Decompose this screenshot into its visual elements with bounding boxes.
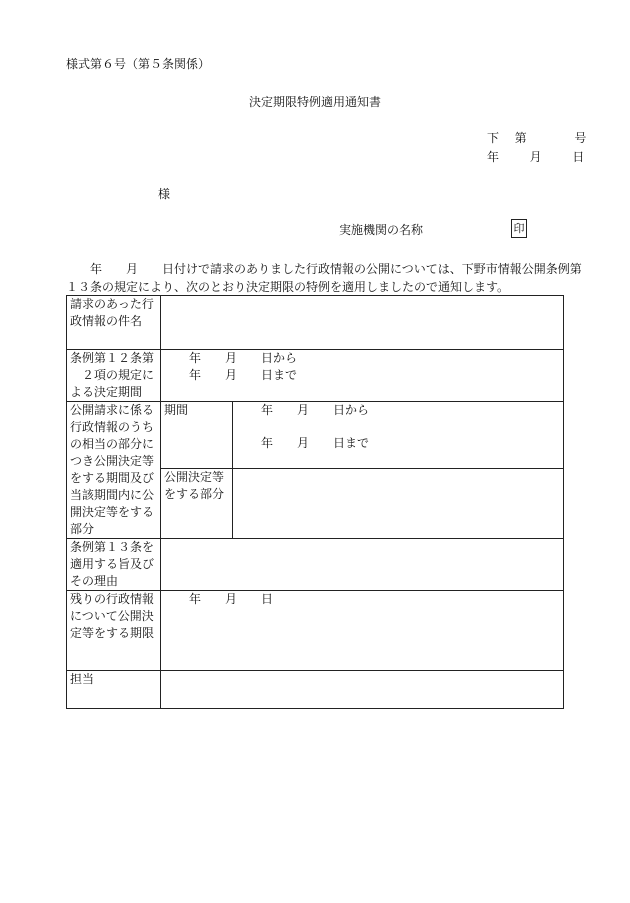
details-table (66, 295, 564, 709)
row-value-subject (161, 296, 564, 350)
table-row (67, 350, 564, 402)
row-label-subject: 請求のあった行 政情報の件名 (67, 296, 161, 350)
partial-period-to: 年 月 日まで (261, 436, 370, 450)
table-row (67, 591, 564, 671)
issue-month: 月 (529, 150, 542, 164)
body-text-line2: １３条の規定により、次のとおり決定期限の特例を適用しましたので通知します。 (66, 280, 510, 294)
issue-date (487, 149, 584, 165)
table-row (67, 671, 564, 709)
period-label: 期間 (161, 402, 233, 469)
decision-period-to: 年 月 日まで (189, 368, 298, 382)
table-row (67, 296, 564, 350)
row-label-remaining-deadline: 残りの行政情報 について公開決 定等をする期限 (67, 591, 161, 671)
partial-period-from: 年 月 日から (261, 403, 370, 417)
document-number (487, 130, 586, 146)
table-row (67, 402, 564, 469)
row-value-decision-period (161, 350, 564, 402)
agency-name-label: 実施機関の名称 (339, 223, 424, 237)
seal-mark: 印 (511, 219, 527, 238)
issue-year: 年 (487, 150, 500, 164)
table-row (67, 539, 564, 591)
document-title: 決定期限特例適用通知書 (248, 95, 381, 109)
issue-day: 日 (572, 150, 585, 164)
body-text-line1: 年 月 日付けで請求のありました行政情報の公開については、下野市情報公開条例第 (90, 262, 582, 276)
row-label-decision-period: 条例第１２条第 ２項の規定に よる決定期間 (67, 350, 161, 402)
form-number: 様式第６号（第５条関係） (66, 57, 211, 71)
part-value (233, 469, 564, 539)
row-label-contact: 担当 (67, 671, 161, 709)
decision-period-from: 年 月 日から (189, 351, 298, 365)
partial-period-value (233, 402, 564, 469)
doc-no-dai: 第 (514, 131, 527, 145)
addressee-suffix: 様 (158, 187, 171, 201)
row-value-reason (161, 539, 564, 591)
remaining-deadline-date: 年 月 日 (161, 591, 564, 671)
doc-no-go: 号 (574, 131, 587, 145)
doc-no-prefix: 下 (487, 131, 500, 145)
row-value-contact (161, 671, 564, 709)
row-label-partial-decision: 公開請求に係る 行政情報のうち の相当の部分に つき公開決定等 をする期間及び 当該期間内に公 開決定等をする 部分 (67, 402, 161, 539)
part-label: 公開決定等 をする部分 (161, 469, 233, 539)
row-label-reason: 条例第１３条を 適用する旨及び その理由 (67, 539, 161, 591)
